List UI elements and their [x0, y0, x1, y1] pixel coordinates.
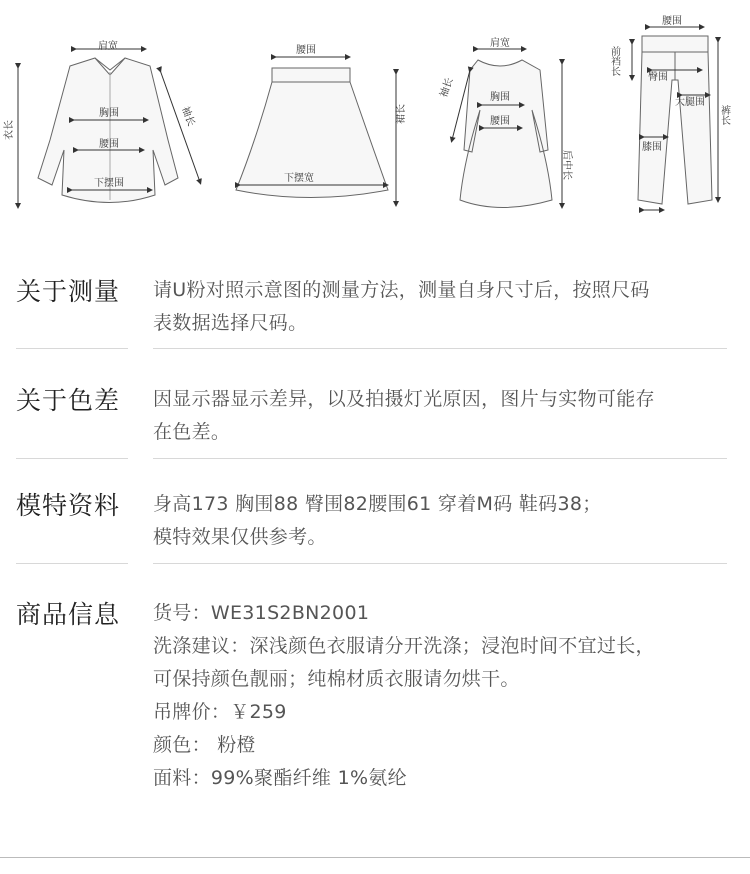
washing-advice-cont: 可保持颜色靓丽；纯棉材质衣服请勿烘干。	[153, 668, 520, 690]
dress-chest-label: 胸围	[490, 92, 510, 103]
dress-shoulder-label: 肩宽	[490, 38, 510, 49]
product-fabric: 面料：99%聚酯纤维 1%氨纶	[153, 767, 407, 789]
section-title: 商品信息	[16, 600, 121, 629]
section-title: 关于测量	[16, 277, 121, 306]
divider	[16, 348, 128, 349]
tag-price: 吊牌价：￥259	[153, 701, 287, 723]
product-sku: 货号：WE31S2BN2001	[153, 602, 370, 624]
section-line: 身高173 胸围88 臀围82腰围61 穿着M码 鞋码38；	[153, 493, 602, 515]
shirt-waist-label: 腰围	[99, 139, 119, 150]
pants-waist-label: 腰围	[662, 16, 682, 27]
section-line: 模特效果仅供参考。	[153, 526, 327, 548]
section-line: 因显示器显示差异，以及拍摄灯光原因，图片与实物可能存	[153, 388, 655, 410]
dress-back-length-label: 后中长	[561, 150, 572, 180]
skirt-length-label: 裙长	[396, 104, 407, 124]
skirt-waist-label: 腰围	[296, 45, 316, 56]
shirt-hem-label: 下摆围	[94, 178, 124, 189]
section-line: 表数据选择尺码。	[153, 312, 308, 334]
dress-diagram	[460, 60, 552, 208]
shirt-length-label: 衣长	[4, 120, 15, 140]
divider	[16, 563, 128, 564]
pants-length-label: 裤长	[718, 105, 730, 125]
pants-hip-label: 臀围	[648, 72, 668, 83]
pants-knee-label: 膝围	[642, 142, 662, 153]
section-line: 请U粉对照示意图的测量方法，测量自身尺寸后，按照尺码	[153, 279, 650, 301]
divider	[153, 348, 727, 349]
section-title: 关于色差	[16, 386, 121, 415]
dress-waist-label: 腰围	[490, 116, 510, 127]
shirt-chest-label: 胸围	[99, 108, 119, 119]
section-title: 模特资料	[16, 491, 121, 520]
skirt-hem-label: 下摆宽	[284, 173, 314, 184]
dress-sleeve-label: 袖长	[438, 76, 456, 100]
pants-diagram	[638, 36, 712, 204]
pants-rise-label: 前裆长	[608, 46, 620, 76]
divider	[153, 458, 727, 459]
section-line: 在色差。	[153, 421, 231, 443]
bottom-divider	[0, 857, 750, 858]
section-body	[153, 488, 743, 554]
washing-advice: 洗涤建议：深浅颜色衣服请分开洗涤；浸泡时间不宜过长，	[153, 635, 655, 657]
pants-thigh-label: 大腿围	[675, 97, 705, 108]
shirt-shoulder-label: 肩宽	[98, 41, 118, 52]
divider	[153, 563, 727, 564]
section-body	[153, 274, 743, 340]
measurement-diagrams	[0, 0, 750, 230]
divider	[16, 458, 128, 459]
section-body	[153, 597, 743, 795]
product-color: 颜色： 粉橙	[153, 734, 256, 756]
shirt-sleeve-label: 袖长	[179, 105, 197, 128]
section-body	[153, 383, 743, 449]
